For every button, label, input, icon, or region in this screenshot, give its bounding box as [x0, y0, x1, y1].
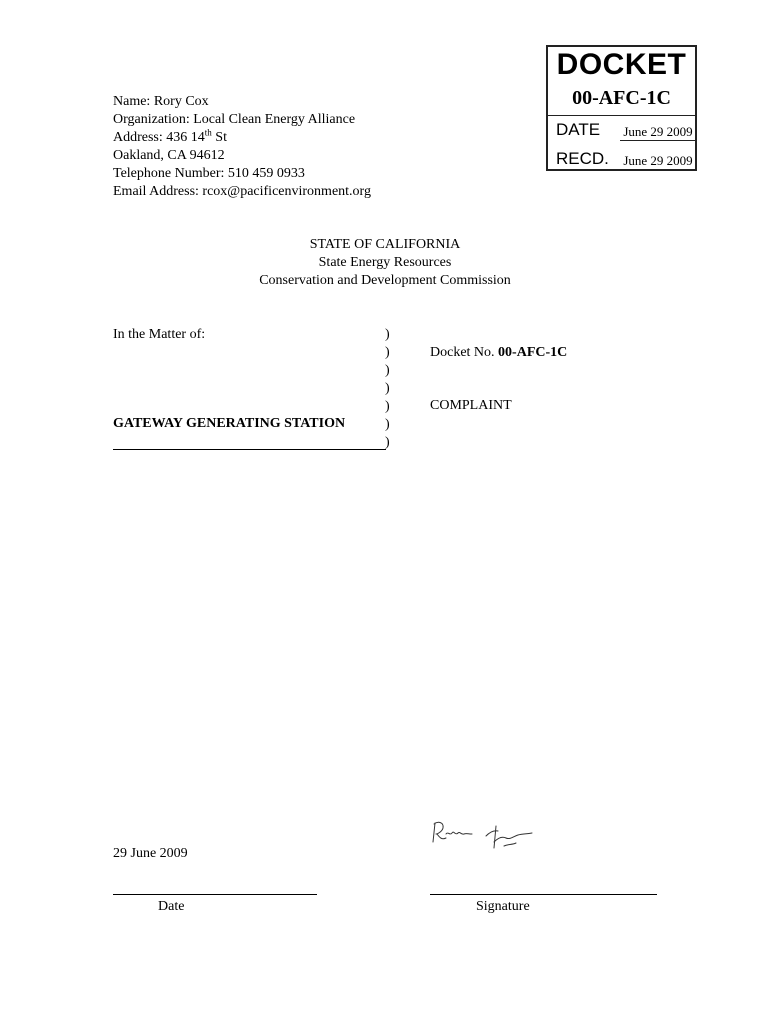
caption-paren: )	[385, 327, 390, 342]
caption-paren: )	[385, 417, 390, 432]
docket-line	[430, 344, 567, 362]
agency-heading	[0, 236, 770, 290]
sender-name: Name: Rory Cox	[113, 94, 209, 109]
sender-organization: Organization: Local Clean Energy Alliance	[113, 112, 356, 127]
sender-address-prefix: Address: 436 14	[113, 130, 205, 145]
caption-underline	[113, 449, 386, 450]
sender-city: Oakland, CA 94612	[113, 148, 225, 163]
sender-address-suffix: St	[211, 130, 227, 145]
docket-stamp	[546, 45, 697, 171]
sender-address-sup: th	[204, 127, 212, 138]
signature-line	[430, 894, 657, 895]
document-type: COMPLAINT	[430, 398, 512, 413]
stamp-divider	[548, 115, 695, 116]
date-label: Date	[158, 899, 185, 914]
signed-date: 29 June 2009	[113, 846, 188, 861]
sender-address	[113, 129, 371, 147]
docket-number: 00-AFC-1C	[498, 345, 568, 360]
sender-block	[113, 93, 371, 201]
project-name: GATEWAY GENERATING STATION	[113, 416, 346, 431]
caption-paren: )	[385, 399, 390, 414]
docket-prefix: Docket No.	[430, 345, 499, 360]
stamp-docket-number: 00-AFC-1C	[572, 87, 671, 109]
stamp-title: DOCKET	[556, 48, 687, 81]
heading-line-2: State Energy Resources	[318, 255, 452, 270]
signature-label: Signature	[476, 899, 530, 914]
matter-label: In the Matter of:	[113, 327, 206, 342]
stamp-date-label: DATE	[556, 120, 601, 139]
stamp-date-value: June 29 2009	[620, 124, 696, 141]
date-line	[113, 894, 317, 895]
caption-paren: )	[385, 345, 390, 360]
stamp-recd-value: June 29 2009	[620, 153, 696, 170]
caption-paren: )	[385, 381, 390, 396]
heading-line-1: STATE OF CALIFORNIA	[309, 237, 461, 252]
heading-line-3: Conservation and Development Commission	[259, 273, 511, 288]
stamp-recd-label: RECD.	[556, 149, 609, 168]
caption-paren: )	[385, 363, 390, 378]
sender-phone: Telephone Number: 510 459 0933	[113, 166, 305, 181]
caption-paren: )	[385, 435, 390, 450]
sender-email: Email Address: rcox@pacificenvironment.org	[113, 184, 371, 199]
handwritten-signature	[428, 812, 538, 856]
